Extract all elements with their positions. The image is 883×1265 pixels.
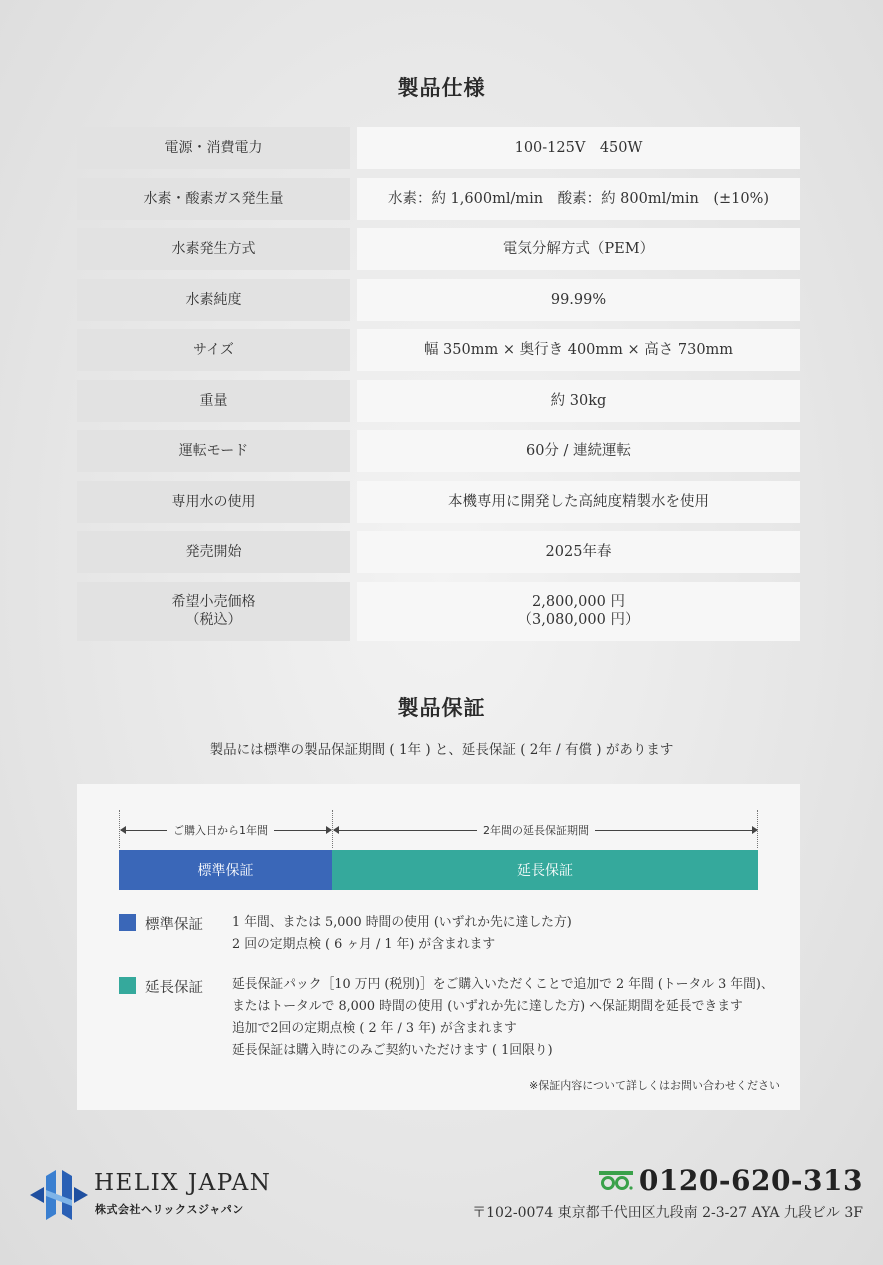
standard-swatch xyxy=(119,914,136,931)
spec-value: 60分 / 連続運転 xyxy=(357,430,800,472)
free-dial-icon xyxy=(599,1171,633,1191)
arrow-left-icon xyxy=(120,826,126,834)
spec-value: 水素：約 1,600ml/min 酸素：約 800ml/min (±10%) xyxy=(357,178,800,220)
spec-label: 水素・酸素ガス発生量 xyxy=(77,178,350,220)
spec-row-price xyxy=(77,582,800,641)
arrow-right-icon xyxy=(752,826,758,834)
phone-block xyxy=(599,1164,863,1197)
warranty-note: ※保証内容について詳しくはお問い合わせください xyxy=(529,1079,780,1092)
warranty-box xyxy=(77,784,800,1110)
warranty-lead: 製品には標準の製品保証期間 ( 1年 ) と、延長保証 ( 2年 / 有償 ) があります xyxy=(209,742,674,758)
standard-legend-lines xyxy=(232,912,572,956)
spec-label: 水素発生方式 xyxy=(77,228,350,270)
spec-row xyxy=(77,127,800,169)
spec-table xyxy=(77,127,800,649)
spec-value: 100-125V 450W xyxy=(357,127,800,169)
extended-range-label: 2年間の延長保証期間 xyxy=(477,822,595,838)
standard-legend-name: 標準保証 xyxy=(145,917,203,933)
spec-label: 運転モード xyxy=(77,430,350,472)
spec-row xyxy=(77,481,800,523)
spec-row xyxy=(77,329,800,371)
standard-line: 2 回の定期点検 ( 6 ヶ月 / 1 年) が含まれます xyxy=(232,937,496,952)
arrow-right-icon xyxy=(326,826,332,834)
extended-line: 延長保証パック［10 万円 (税別)］をご購入いただくことで追加で 2 年間 (トータル 3 年間)、 xyxy=(232,977,774,992)
extended-line: 延長保証は購入時にのみご契約いただけます ( 1回限り) xyxy=(232,1043,553,1058)
spec-label: サイズ xyxy=(77,329,350,371)
spec-row xyxy=(77,279,800,321)
warranty-title: 製品保証 xyxy=(397,695,486,720)
price-value-tax: （3,080,000 円） xyxy=(517,612,640,628)
spec-value: 約 30kg xyxy=(357,380,800,422)
brand-name: HELIX JAPAN xyxy=(94,1170,272,1196)
spec-value xyxy=(357,582,800,641)
spec-label xyxy=(77,582,350,641)
arrow-left-icon xyxy=(333,826,339,834)
extended-legend-lines xyxy=(232,974,774,1062)
spec-row xyxy=(77,380,800,422)
spec-row xyxy=(77,178,800,220)
spec-label: 重量 xyxy=(77,380,350,422)
extended-warranty-bar: 延長保証 xyxy=(332,850,758,890)
price-label: 希望小売価格 xyxy=(171,594,256,610)
standard-range-label: ご購入日から1年間 xyxy=(167,822,274,838)
spec-row xyxy=(77,430,800,472)
phone-number[interactable]: 0120-620-313 xyxy=(638,1164,863,1197)
spec-value: 幅 350mm × 奥行き 400mm × 高さ 730mm xyxy=(357,329,800,371)
spec-value: 電気分解方式（PEM） xyxy=(357,228,800,270)
extended-line: 追加で2回の定期点検 ( 2 年 / 3 年) が含まれます xyxy=(232,1021,517,1036)
spec-label: 発売開始 xyxy=(77,531,350,573)
spec-label: 専用水の使用 xyxy=(77,481,350,523)
spec-label: 電源・消費電力 xyxy=(77,127,350,169)
spec-label: 水素純度 xyxy=(77,279,350,321)
spec-value: 2025年春 xyxy=(357,531,800,573)
extended-line: またはトータルで 8,000 時間の使用 (いずれか先に達した方) へ保証期間を延長できます xyxy=(232,999,743,1014)
extended-legend-name: 延長保証 xyxy=(145,980,203,996)
price-label-tax: （税込） xyxy=(185,612,242,628)
spec-value: 99.99% xyxy=(357,279,800,321)
extended-swatch xyxy=(119,977,136,994)
standard-warranty-bar: 標準保証 xyxy=(119,850,332,890)
spec-value: 本機専用に開発した高純度精製水を使用 xyxy=(357,481,800,523)
price-value: 2,800,000 円 xyxy=(532,594,625,610)
standard-line: 1 年間、または 5,000 時間の使用 (いずれか先に達した方) xyxy=(232,915,572,930)
spec-row xyxy=(77,531,800,573)
address: 〒102-0074 東京都千代田区九段南 2-3-27 AYA 九段ビル 3F xyxy=(472,1205,863,1221)
helix-logo-icon xyxy=(30,1168,88,1226)
spec-title: 製品仕様 xyxy=(397,75,486,100)
spec-row xyxy=(77,228,800,270)
brand-subname: 株式会社ヘリックスジャパン xyxy=(95,1203,244,1216)
